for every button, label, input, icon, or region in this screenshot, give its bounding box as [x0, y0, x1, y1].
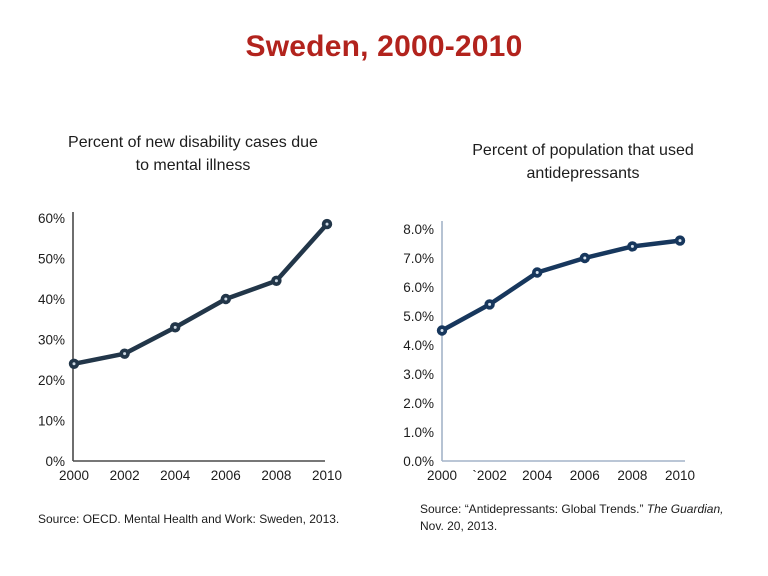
left-chart-title	[28, 132, 358, 177]
data-point-center	[536, 271, 539, 274]
right-chart-source	[420, 501, 750, 536]
right-source-publication: The Guardian,	[646, 502, 724, 516]
y-tick-label: 30%	[37, 332, 65, 348]
right-source-prefix: Source: “Antidepressants: Global Trends.”	[420, 502, 647, 516]
y-tick-label: 50%	[37, 251, 65, 267]
y-tick-label: 0.0%	[403, 453, 434, 469]
y-tick-label: 7.0%	[403, 250, 434, 266]
data-point-center	[275, 279, 278, 282]
left-chart-source: Source: OECD. Mental Health and Work: Sweden, 2013.	[38, 512, 340, 526]
data-point-center	[224, 298, 227, 301]
disability-line-chart	[31, 208, 371, 496]
y-tick-label: 5.0%	[403, 308, 434, 324]
antidepressants-line-chart	[398, 208, 742, 496]
right-chart-title-line1: Percent of population that used	[472, 142, 694, 159]
y-tick-label: 1.0%	[403, 424, 434, 440]
data-point-center	[174, 326, 177, 329]
y-tick-label: 0%	[45, 453, 65, 469]
y-tick-label: 8.0%	[403, 221, 434, 237]
y-tick-label: 60%	[37, 210, 65, 226]
x-tick-label: 2004	[522, 468, 553, 483]
right-chart-title	[418, 140, 748, 185]
slide-title: Sweden, 2000-2010	[245, 30, 523, 63]
data-point-center	[488, 303, 491, 306]
data-point-center	[583, 257, 586, 260]
x-tick-label: `2002	[472, 468, 507, 483]
y-tick-label: 2.0%	[403, 395, 434, 411]
x-tick-label: 2004	[160, 468, 191, 483]
y-tick-label: 6.0%	[403, 279, 434, 295]
data-point-center	[326, 223, 329, 226]
y-tick-label: 10%	[37, 413, 65, 429]
x-tick-label: 2010	[664, 468, 696, 483]
x-tick-label: 2000	[58, 468, 90, 483]
y-tick-label: 4.0%	[403, 337, 434, 353]
x-tick-label: 2002	[109, 468, 140, 483]
x-tick-label: 2000	[426, 468, 458, 483]
x-tick-label: 2010	[311, 468, 343, 483]
x-tick-label: 2006	[210, 468, 241, 483]
y-tick-label: 3.0%	[403, 366, 434, 382]
data-point-center	[631, 245, 634, 248]
x-tick-label: 2008	[261, 468, 292, 483]
right-source-suffix: Nov. 20, 2013.	[420, 519, 498, 534]
left-chart-title-line1: Percent of new disability cases due	[68, 134, 318, 151]
data-line	[74, 224, 327, 364]
x-tick-label: 2008	[617, 468, 648, 483]
y-tick-label: 20%	[37, 372, 65, 388]
data-point-center	[73, 362, 76, 365]
data-point-center	[679, 239, 682, 242]
x-tick-label: 2006	[569, 468, 600, 483]
left-chart-title-line2: to mental illness	[135, 156, 251, 174]
right-chart-title-line2: antidepressants	[526, 164, 640, 182]
data-point-center	[441, 329, 444, 332]
data-point-center	[123, 352, 126, 355]
y-tick-label: 40%	[37, 291, 65, 307]
data-line	[442, 241, 680, 331]
